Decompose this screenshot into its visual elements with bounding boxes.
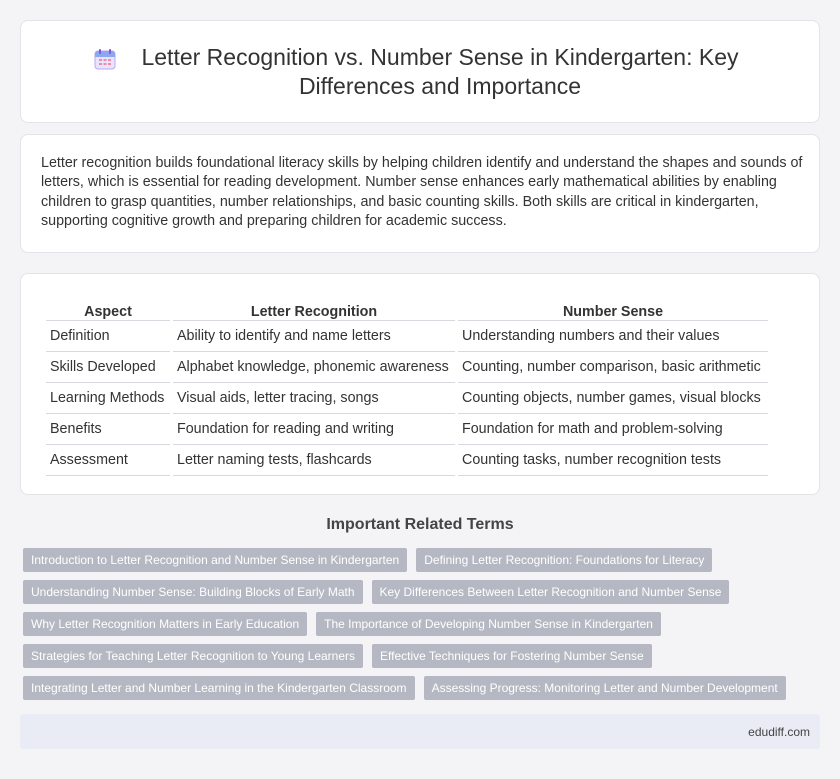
related-term-link[interactable]: Key Differences Between Letter Recognition and Number Sense xyxy=(372,580,730,604)
table-header-row xyxy=(46,296,768,321)
column-header: Number Sense xyxy=(458,296,768,321)
table-cell: Ability to identify and name letters xyxy=(173,321,455,352)
related-term-link[interactable]: Assessing Progress: Monitoring Letter and Number Development xyxy=(424,676,786,700)
comparison-table-card xyxy=(20,273,820,495)
related-term-link[interactable]: Effective Techniques for Fostering Number Sense xyxy=(372,644,652,668)
related-term-link[interactable]: Understanding Number Sense: Building Blocks of Early Math xyxy=(23,580,363,604)
table-cell: Counting objects, number games, visual blocks xyxy=(458,383,768,414)
table-cell: Counting tasks, number recognition tests xyxy=(458,445,768,476)
related-term-link[interactable]: Defining Letter Recognition: Foundations for Literacy xyxy=(416,548,712,572)
table-cell: Skills Developed xyxy=(46,352,170,383)
table-row xyxy=(46,414,768,445)
related-term-link[interactable]: Why Letter Recognition Matters in Early Education xyxy=(23,612,307,636)
summary-text: Letter recognition builds foundational literacy skills by helping children identify and understand the shapes and sounds of letters, which is essential for reading development. Number sense enhances early mathematical abilities by enabling children to grasp quantities, number relationships, and basic counting skills. Both skills are critical in kindergarten, supporting cognitive growth and preparing children for academic success. xyxy=(41,155,803,229)
table-cell: Letter naming tests, flashcards xyxy=(173,445,455,476)
table-cell: Alphabet knowledge, phonemic awareness xyxy=(173,352,455,383)
related-terms-list xyxy=(23,548,813,708)
related-term-link[interactable]: Introduction to Letter Recognition and Number Sense in Kindergarten xyxy=(23,548,407,572)
table-row xyxy=(46,383,768,414)
title-card xyxy=(20,20,820,123)
column-header: Letter Recognition xyxy=(173,296,455,321)
related-terms-heading: Important Related Terms xyxy=(326,516,514,533)
footer xyxy=(20,714,820,749)
table-cell: Visual aids, letter tracing, songs xyxy=(173,383,455,414)
table-cell: Counting, number comparison, basic arithmetic xyxy=(458,352,768,383)
column-header: Aspect xyxy=(46,296,170,321)
table-row xyxy=(46,321,768,352)
table-row xyxy=(46,445,768,476)
related-term-link[interactable]: The Importance of Developing Number Sense in Kindergarten xyxy=(316,612,661,636)
table-cell: Definition xyxy=(46,321,170,352)
related-term-link[interactable]: Integrating Letter and Number Learning in the Kindergarten Classroom xyxy=(23,676,415,700)
table-cell: Foundation for math and problem-solving xyxy=(458,414,768,445)
related-term-link[interactable]: Strategies for Teaching Letter Recognition to Young Learners xyxy=(23,644,363,668)
table-cell: Assessment xyxy=(46,445,170,476)
table-cell: Foundation for reading and writing xyxy=(173,414,455,445)
footer-site-link[interactable]: edudiff.com xyxy=(748,725,810,739)
summary-card xyxy=(20,134,820,253)
table-row xyxy=(46,352,768,383)
table-cell: Learning Methods xyxy=(46,383,170,414)
table-cell: Benefits xyxy=(46,414,170,445)
comparison-table xyxy=(43,296,771,476)
table-cell: Understanding numbers and their values xyxy=(458,321,768,352)
page-title: Letter Recognition vs. Number Sense in Kindergarten: Key Differences and Importance xyxy=(141,44,739,99)
